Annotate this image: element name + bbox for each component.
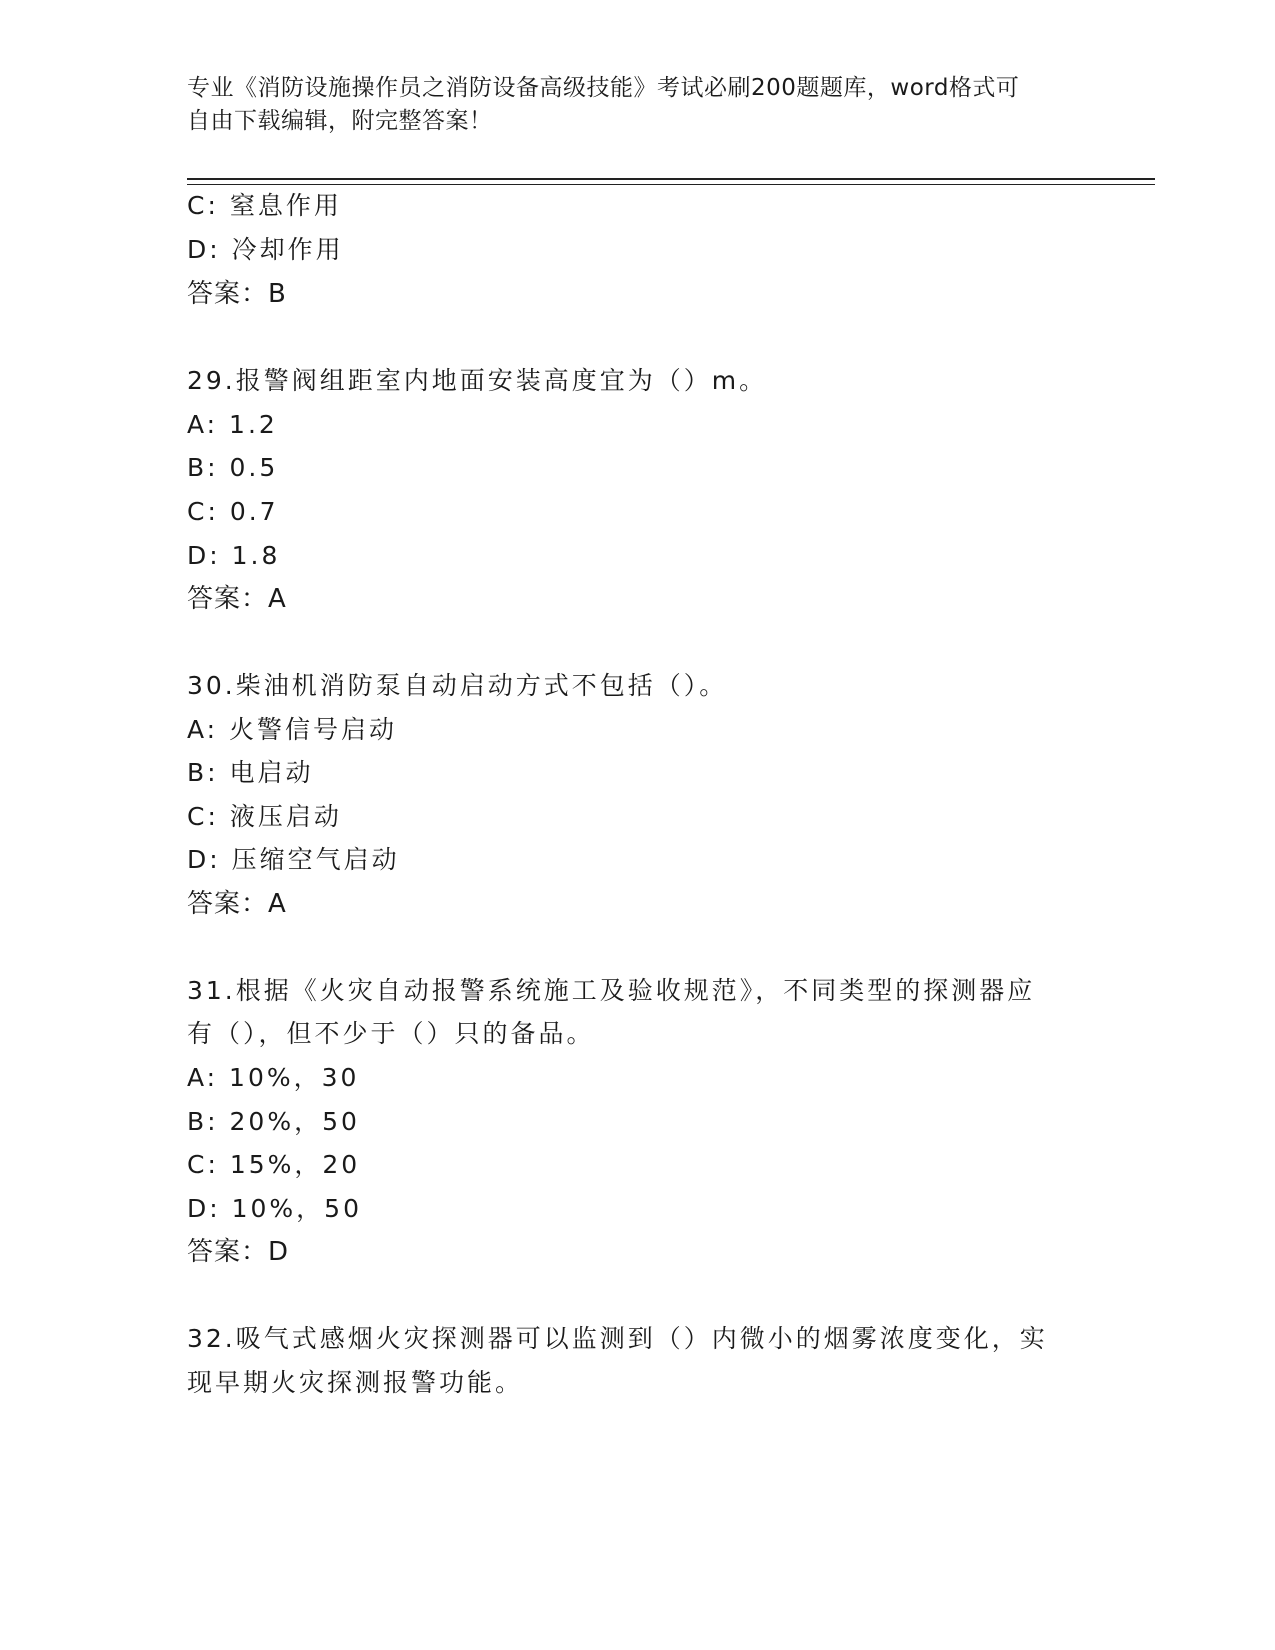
answer: 答案：D: [187, 1237, 290, 1267]
option-c: C: 0.7: [187, 497, 279, 526]
question-stem: 31.根据《火灾自动报警系统施工及验收规范》，不同类型的探测器应: [187, 976, 1036, 1005]
option-c: C: 窒息作用: [187, 191, 342, 220]
answer: 答案：B: [187, 279, 287, 309]
question-stem: 32.吸气式感烟火灾探测器可以监测到（）内微小的烟雾浓度变化，实: [187, 1324, 1048, 1353]
header-line-2: 自由下载编辑，附完整答案！: [187, 108, 493, 134]
question-stem: 29.报警阀组距室内地面安装高度宜为（）m。: [187, 366, 768, 395]
option-c: C: 液压启动: [187, 802, 342, 831]
header-divider-thick: [187, 178, 1155, 180]
header-line-1: 专业《消防设施操作员之消防设备高级技能》考试必刷200题题库，word格式可: [187, 75, 1020, 101]
option-d: D: 冷却作用: [187, 235, 344, 264]
page-header: [187, 72, 1077, 138]
option-a: A: 火警信号启动: [187, 715, 398, 744]
question-stem-continued: 现早期火灾探测报警功能。: [187, 1368, 524, 1397]
option-b: B: 电启动: [187, 758, 314, 787]
question-stem: 30.柴油机消防泵自动启动方式不包括（）。: [187, 671, 728, 700]
answer: 答案：A: [187, 584, 287, 614]
option-b: B: 20%，50: [187, 1107, 360, 1136]
option-c: C: 15%，20: [187, 1150, 361, 1179]
option-a: A: 10%，30: [187, 1063, 360, 1092]
option-d: D: 压缩空气启动: [187, 845, 400, 874]
option-a: A: 1.2: [187, 410, 278, 439]
option-d: D: 10%，50: [187, 1194, 362, 1223]
header-divider-thin: [187, 184, 1155, 185]
option-b: B: 0.5: [187, 453, 279, 482]
option-d: D: 1.8: [187, 541, 281, 570]
question-stem-continued: 有（），但不少于（）只的备品。: [187, 1019, 595, 1048]
answer: 答案：A: [187, 889, 287, 919]
